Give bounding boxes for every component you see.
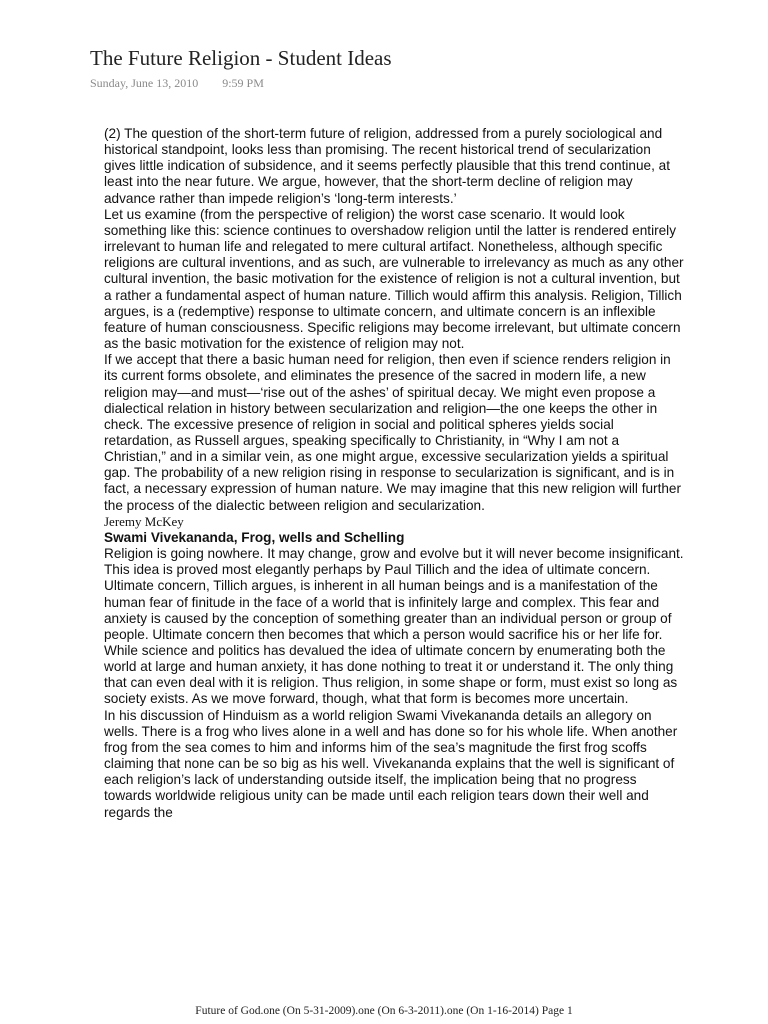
essay1-paragraph-3: If we accept that there a basic human need for religion, then even if science renders religion in its current forms obsolete, and eliminates the presence of the sacred in modern life, a new religion may—and must—‘rise out of the ashes’ of spiritual decay. We might even propose a dialectical relation in history between secularization and religion—the one keeps the other in check. The excessive presence of religion in social and political spheres yields social retardation, as Russell argues, speaking specifically to Christianity, in “Why I am not a Christian,” and in a similar vein, as one might argue, excessive secularization yields a spiritual gap. The probability of a new religion rising in response to secularization is significant, and is in fact, a necessary expression of human nature. We may imagine that this new religion will further the process of the dialectic between religion and secularization.: [104, 352, 682, 513]
page-date: Sunday, June 13, 2010: [90, 76, 199, 90]
essay1-paragraph-1: (2) The question of the short-term future of religion, addressed from a purely sociological and historical standpoint, looks less than promising. The recent historical trend of secularization gives little indication of subsidence, and it seems perfectly plausible that this trend continue, at least into the near future. We argue, however, that the short-term decline of religion may advance rather than impede religion’s ‘long-term interests.’: [104, 126, 670, 206]
essay2-heading: Swami Vivekananda, Frog, wells and Schelling: [104, 529, 405, 545]
page-time: 9:59 PM: [222, 76, 264, 90]
essay1-paragraph-2: Let us examine (from the perspective of religion) the worst case scenario. It would look something like this: science continues to overshadow religion until the latter is rendered entirely irrelevant to human life and relegated to mere cultural artifact. Nonetheless, although specific religions are cultural inventions, and as such, are vulnerable to irrelevancy as much as any other cultural invention, the basic motivation for the existence of religion is not a cultural invention, but a rather a fundamental aspect of human nature. Tillich would affirm this analysis. Religion, Tillich argues, is a (redemptive) response to ultimate concern, and ultimate concern is an inflexible feature of human consciousness. Specific religions may become irrelevant, but ultimate concern as the basic motivation for the existence of religion may not.: [104, 206, 684, 352]
page-title: The Future Religion - Student Ideas: [90, 46, 392, 70]
essay1-author: Jeremy McKey: [104, 513, 184, 529]
page-meta: [90, 76, 264, 91]
document-body: [104, 126, 684, 821]
essay2-paragraph-1: Religion is going nowhere. It may change, grow and evolve but it will never become insignificant. This idea is proved most elegantly perhaps by Paul Tillich and the idea of ultimate concern. Ultimate concern, Tillich argues, is inherent in all human beings and is a manifestation of the human fear of finitude in the face of a world that is infinitely large and complex. This fear and anxiety is caused by the conception of something greater than an individual person or group of people. Ultimate concern then becomes that which a person would sacrifice his or her life for. While science and politics has devalued the idea of ultimate concern by enumerating both the world at large and human anxiety, it has done nothing to treat it or understand it. The only thing that can even deal with it is religion. Thus religion, in some shape or form, must exist so long as society exists. As we move forward, though, what that form is becomes more uncertain.: [104, 546, 684, 707]
page-footer: Future of God.one (On 5-31-2009).one (On 6-3-2011).one (On 1-16-2014) Page 1: [195, 1005, 573, 1017]
essay2-paragraph-2: In his discussion of Hinduism as a world religion Swami Vivekananda details an allegory on wells. There is a frog who lives alone in a well and has done so for his whole life. When another frog from the sea comes to him and informs him of the sea’s magnitude the first frog scoffs claiming that none can be so big as his well. Vivekananda explains that the well is significant of each religion’s lack of understanding outside itself, the implication being that no progress towards worldwide religious unity can be made until each religion tears down their well and regards the: [104, 707, 678, 820]
